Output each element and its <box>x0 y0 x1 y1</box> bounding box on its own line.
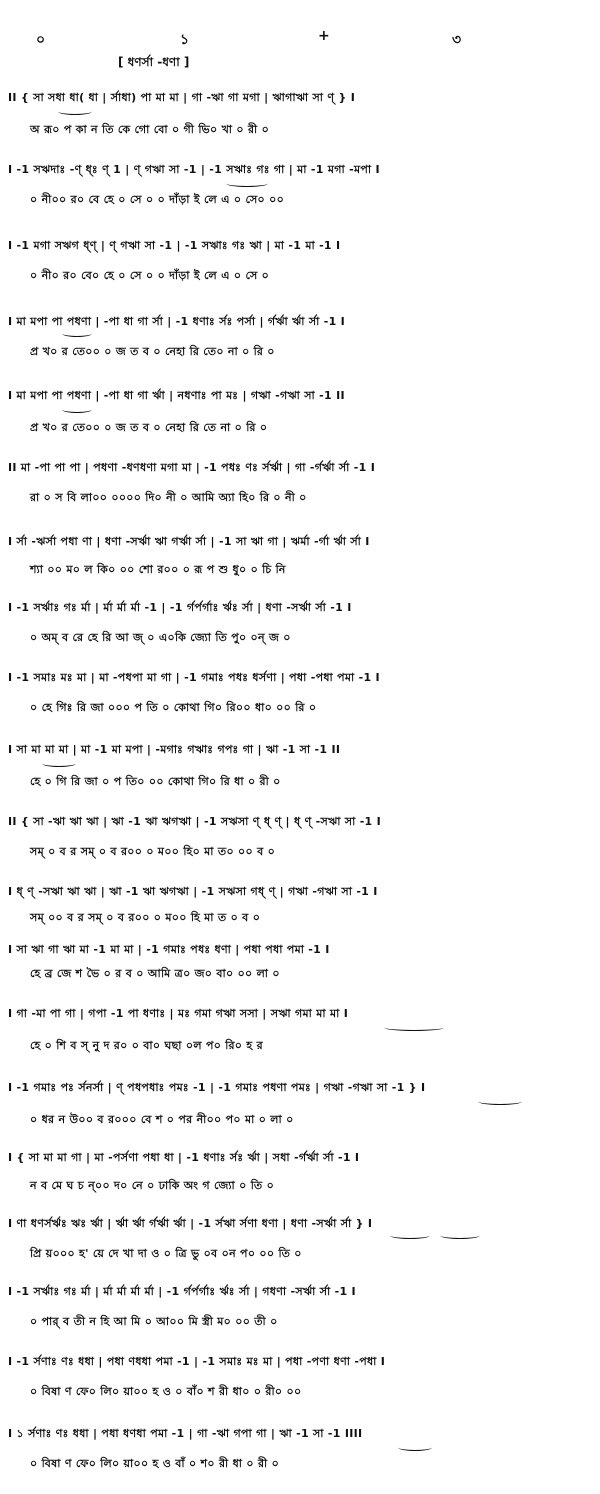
lyric-line-13: হে ব্র জে শ ভৈ ০ র ব ০ আমি ত্র০ জ০ বা০ ০০ লা ০ <box>30 967 280 980</box>
beat-marker-0: ০ <box>36 32 46 48</box>
notation-line-2: I -1 সঋদাঃ -ণ্ ধ্ঃ ণ্ 1 | ণ্ গঋা সা -1 | -1 সঋাঃ গঃ গা | মা -1 মগা -মপা I <box>8 163 380 176</box>
notation-line-5: I মা মপা পা পধণা | -পা ধা গা র্ঋা | নধণাঃ পা মঃ | গঋা -গঋা সা -1 II <box>8 389 345 402</box>
slur-mark <box>478 1098 522 1105</box>
notation-line-7: I র্সা -ঋর্সা পধা ণা | ধণা -সর্ঋা ঋা গর্ঋা র্সা | -1 সা ঋা গা | ঋর্মা -র্গা র্ঋা র্সা I <box>8 535 370 548</box>
slur-mark <box>58 108 92 115</box>
lyric-line-8: ০ অম্ ব রে হে রি আ জ্ ০ এ০কি জ্যো তি পু০ ০ন্ জ ০ <box>30 631 291 644</box>
beat-marker-3: ৩ <box>452 32 462 48</box>
lyric-line-6: রা ০ স বি লা০০ ০০০০ দি০ নী ০ আমি অ্যা হি০ রি ০ নী ০ <box>30 491 307 504</box>
lyric-line-19: ০ বিষা ণ ফে০ লি০ য়া০০ হ ও ০ বাঁ০ শ রী ধা০ ০ রী০ ০০ <box>30 1385 302 1398</box>
slur-mark <box>384 1024 444 1031</box>
lyric-line-18: ০ পার্ ব তী ন হি আ মি ০ আ০০ মি স্ত্রী ম০ ০০ তী ০ <box>30 1315 278 1328</box>
notation-line-18: I -1 সর্ঋাঃ গঃ র্মা | র্মা র্মা র্মা র্মা | -1 র্গর্পর্গাঃ র্ঋঃ র্সা | গধণা -সর্ঋা র্সা -1 I <box>8 1285 356 1298</box>
slur-mark <box>390 1232 430 1239</box>
notation-line-1: II { সা সধা ধা( ধা | র্সাধা) পা মা মা | গা -ঋা গা মগা | ঋাগাঋা সা ণ্ } I <box>8 91 356 104</box>
lyric-line-11: সম্ ০ ব র সম্ ০ ব র০০ ০ ম০০ হি০ মা ত০ ০০ ব ০ <box>30 845 276 858</box>
lyric-line-15: ০ ধর ন উ০০ ব র০০০ বে শ ০ পর নী০০ প০ মা ০ লা ০ <box>30 1113 294 1126</box>
lyric-line-14: হে ০ শি ব স্ নু দ র০ ০ বা০ ঘছা ০ল প০ রি০ হ র <box>30 1039 263 1052</box>
lyric-line-2: ০ নী০০ র০ বে হে ০ সে ০ ০ দাঁড়া ই লে এ ০ সে০ ০০ <box>30 193 285 206</box>
notation-line-19: I -1 র্সণাঃ ণঃ ধধা | পধা ণধধা পমা -1 | -1 সমাঃ মঃ মা | পধা -পণা ধণা -পধা I <box>8 1355 386 1368</box>
notation-line-20: I ১ র্সণাঃ ণঃ ধধা | পধা ধণধা পমা -1 | গা -ঋা গপা গা | ঋা -1 সা -1 IIII <box>8 1427 363 1440</box>
lyric-line-20: ০ বিষা ণ ফে০ লি০ য়া০০ হ ও বাঁ ০ শ০ রী ধা ০ রী ০ <box>30 1457 280 1470</box>
lyric-line-4: প্র খ০ র তে০০ ০ জ ত ব ০ নেহা রি তে০ না ০ রি ০ <box>30 345 275 358</box>
lyric-line-9: ০ হে গিঃ রি জা ০০০ প তি ০ কোথা গি০ রি০০ ধা০ ০০ রি ০ <box>30 701 317 714</box>
lyric-line-7: শ্যা ০০ ম০ ল কি০ ০০ শো র০০ ০ রূ প শু ধু০ ০ চি নি <box>30 563 286 576</box>
notation-line-4: I মা মপা পা পধণা | -পা ধা গা র্সা | -1 ধণাঃ র্সঃ পর্সা | র্গর্ঋা র্ঋা র্সা -1 I <box>8 315 346 328</box>
notation-line-15: I -1 গমাঃ পঃ র্সনর্সা | ণ্ পধপধাঃ পমঃ -1 | -1 গমাঃ পধণা পমঃ | গঋা -গঋা সা -1 } I <box>8 1081 426 1094</box>
beat-marker-plus: + <box>318 28 330 44</box>
lyric-line-3: ০ নী০ র০ বে০ হে ০ সে ০ ০ দাঁড়া ই লে এ ০ সে ০ <box>30 269 270 282</box>
slur-mark <box>62 330 92 337</box>
notation-line-8: I -1 সর্ঋাঃ গঃ র্মা | র্মা র্মা র্মা -1 | -1 র্গর্পর্গাঃ র্ঋঃ র্সা | ধণা -সর্ঋা র্সা -1 I <box>8 601 352 614</box>
slur-mark <box>226 180 268 187</box>
notation-line-14: I গা -মা পা গা | গপা -1 পা ধণাঃ | মঃ গমা গঋা সসা | সঋা গমা মা মা I <box>8 1007 349 1020</box>
raga-label: [ ধণর্সা -ধণা ] <box>118 55 190 69</box>
lyric-line-17: প্রি য়০০০ হ' য়ে দে খা দা ও ০ ত্রি ভু ০ব ০ন প০ ০০ তি ০ <box>30 1247 302 1260</box>
notation-line-13: I সা ঋা গা ঋা মা -1 মা মা | -1 গমাঃ পধঃ ধণা | পধা পধা পমা -1 I <box>8 943 330 956</box>
slur-mark <box>398 1444 432 1451</box>
notation-line-6: II মা -পা পা পা | পধণা -ধণধণা মগা মা | -1 পধঃ ণঃ র্সর্ঋা | গা -র্গর্ঋা র্সা -1 I <box>8 461 376 474</box>
slur-mark <box>42 760 76 767</box>
lyric-line-5: প্র খ০ র তে০০ ০ জ ত ব ০ নেহা রি তে না ০ রি ০ <box>30 421 268 434</box>
lyric-line-16: ন ব মে ঘ চ ন্০০ দ০ নে ০ ঢাকি অং গ জ্যো ০ তি ০ <box>30 1179 275 1192</box>
notation-line-16: I { সা মা মা গা | মা -পর্সণা পধা ধা | -1 ধণাঃ র্সঃ র্ঋা | সধা -র্গর্ঋা র্সা -1 I <box>8 1151 360 1164</box>
slur-mark <box>440 1232 480 1239</box>
notation-line-10: I সা মা মা মা | মা -1 মা মপা | -মগাঃ গঋাঃ গপঃ গা | ঋা -1 সা -1 II <box>8 743 341 756</box>
slur-mark <box>62 406 92 413</box>
notation-line-9: I -1 সমাঃ মঃ মা | মা -পধপা মা গা | -1 গমাঃ পধঃ ধর্সণা | পধা -পধা পমা -1 I <box>8 671 380 684</box>
notation-line-12: I ধ্ ণ্ -সঋা ঋা ঋা | ঋা -1 ঋা ঋগঋা | -1 সঋসা গধ্ ণ্ | গঋা -গঋা সা -1 I <box>8 885 378 898</box>
notation-line-11: II { সা -ঋা ঋা ঋা | ঋা -1 ঋা ঋগঋা | -1 সঋসা ণ্ ধ্ ণ্ | ধ্ ণ্ -সঋা সা -1 I <box>8 815 382 828</box>
beat-marker-1: ১ <box>180 32 190 48</box>
lyric-line-10: হে ০ গি রি জা ০ প তি০ ০০ কোথা গি০ রি ধা ০ রী ০ <box>30 775 281 788</box>
notation-line-3: I -1 মগা সঋগ ধ্ণ্ | ণ্ গঋা সা -1 | -1 সঋাঃ গঃ ঋা | মা -1 মা -1 I <box>8 239 341 252</box>
lyric-line-12: সম্ ০০ ব র সম্ ০ ব র০০ ০ ম০০ হি মা ত ০ ব ০ <box>30 911 261 924</box>
notation-line-17: I ণা ধণর্সর্ঋঃ ঋঃ র্ঋা | র্ঋা র্ঋা র্গর্ঋা র্ঋা | -1 র্সঋা র্সণা ধণা | ধণা -সর্ঋা র্সা } I <box>8 1217 373 1230</box>
lyric-line-1: অ রূ০ প কা ন তি কে গো বো ০ গী ভি০ খা ০ রী ০ <box>30 123 270 136</box>
